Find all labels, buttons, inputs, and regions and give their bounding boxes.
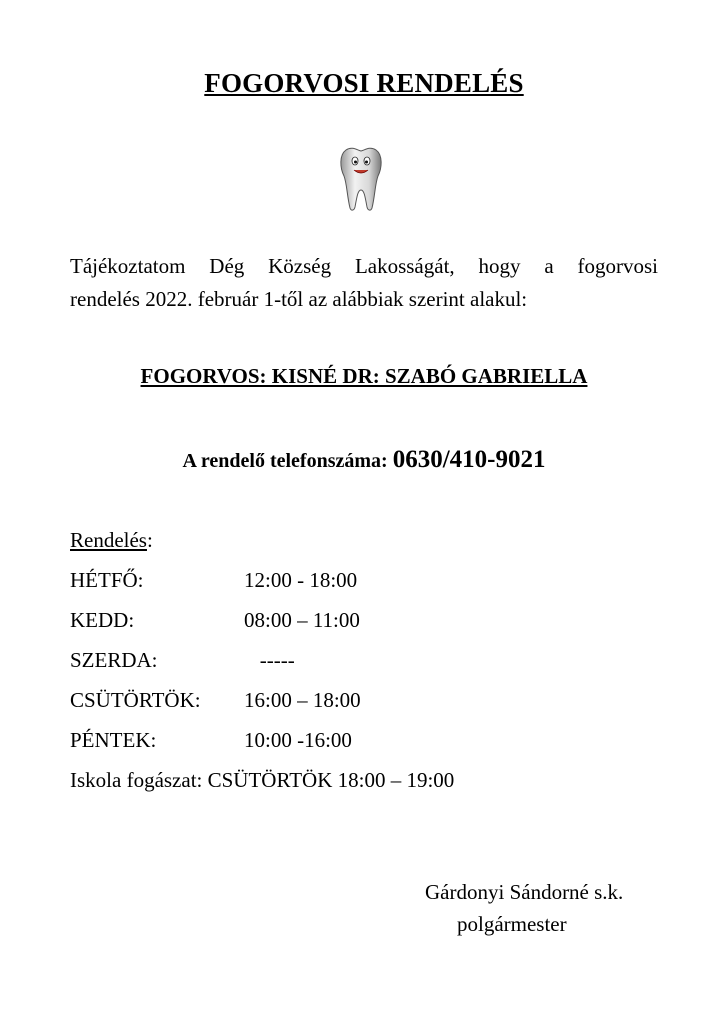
phone-label: A rendelő telefonszáma: [182, 450, 393, 472]
schedule-day: CSÜTÖRTÖK: [70, 688, 201, 712]
schedule-day: KEDD: [70, 608, 135, 632]
schedule-day: PÉNTEK: [70, 728, 157, 752]
intro-line-2: rendelés 2022. február 1-től az alábbiak szerint alakul: [70, 287, 528, 311]
doctor-name: FOGORVOS: KISNÉ DR: SZABÓ GABRIELLA [140, 364, 588, 388]
schedule-time: ----- [244, 648, 295, 672]
schedule-time: 08:00 – 11:00 [244, 608, 360, 632]
schedule-heading [70, 528, 153, 553]
schedule-time: 16:00 – 18:00 [244, 688, 361, 712]
signature-role: polgármester [457, 912, 567, 936]
schedule-time: 10:00 -16:00 [244, 728, 352, 752]
tooth-icon [338, 146, 384, 212]
page-title: FOGORVOSI RENDELÉS [204, 68, 524, 98]
signature-name: Gárdonyi Sándorné s.k. [425, 880, 624, 904]
schedule-day: SZERDA: [70, 648, 158, 672]
schedule-day: HÉTFŐ: [70, 568, 144, 592]
phone-line [0, 446, 728, 474]
schedule-heading-text: Rendelés [70, 528, 147, 552]
intro-line-1: Tájékoztatom Dég Község Lakosságát, hogy a fogorvosi [70, 254, 658, 278]
schedule-time: 12:00 - 18:00 [244, 568, 358, 592]
phone-number: 0630/410-9021 [392, 446, 546, 473]
schedule-heading-colon: : [146, 528, 153, 552]
school-dentistry: Iskola fogászat: CSÜTÖRTÖK 18:00 – 19:00 [70, 768, 455, 792]
intro-paragraph [70, 250, 658, 316]
